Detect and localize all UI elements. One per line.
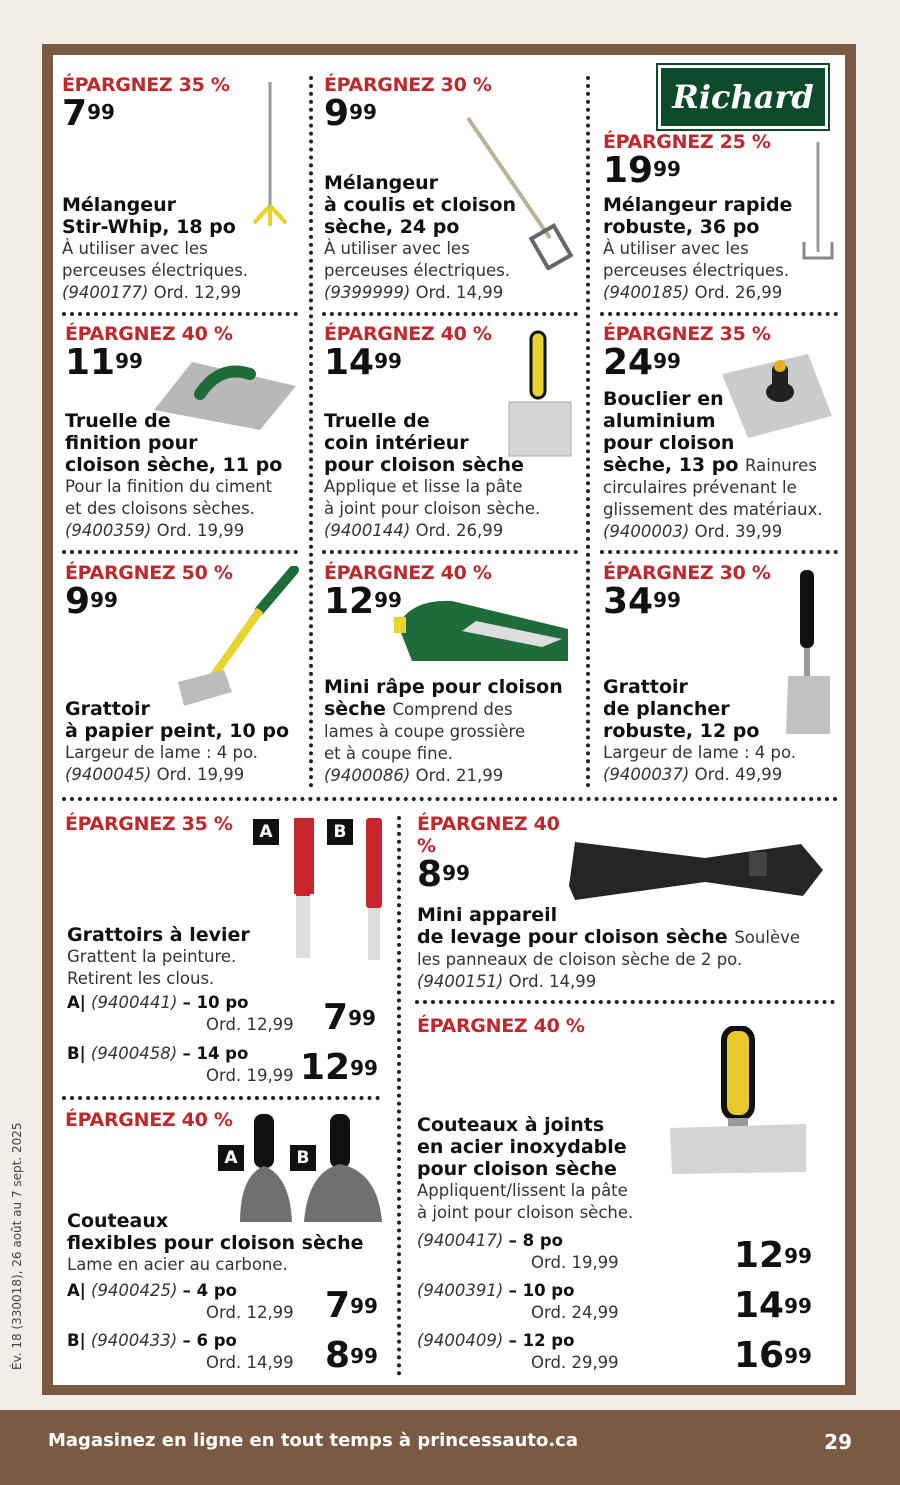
product-description: les panneaux de cloison sèche de 2 po.: [417, 950, 743, 969]
product-description: À utiliser avec les perceuses électriques.: [324, 239, 511, 280]
variant-a-price: $7^{99}$: [325, 1285, 378, 1326]
product-name: Grattoir à papier peint, 10 po: [65, 698, 289, 742]
sale-price: $34^{99}$: [603, 581, 681, 622]
product-sku: (9399999): [324, 283, 411, 302]
regular-price: Ord. 21,99: [415, 766, 504, 785]
product-details: [67, 1210, 387, 1276]
variant-10in: (9400391) – 10 po Ord. 24,99: [417, 1281, 619, 1322]
product-description: Pour la finition du ciment et des cloisons sèches.: [65, 477, 273, 518]
variant-tag-a: A: [253, 819, 279, 845]
product-details: [65, 698, 300, 786]
product-name: Mélangeur Stir-Whip, 18 po: [62, 194, 236, 238]
wallpaper-scraper-image: [176, 566, 300, 708]
divider: [322, 312, 578, 316]
variant-a-price: $7^{99}$: [323, 997, 376, 1038]
regular-price: Ord. 39,99: [694, 522, 783, 541]
variant-8in: (9400417) – 8 po Ord. 19,99: [417, 1231, 619, 1272]
savings-badge: ÉPARGNEZ 30 %: [603, 562, 771, 584]
sale-price: $7^{99}$: [62, 93, 115, 134]
product-details: [324, 172, 584, 304]
richard-logo: Richard: [658, 65, 828, 129]
divider: [62, 1096, 380, 1100]
variant-b: B| (9400433) – 6 po Ord. 14,99: [67, 1331, 294, 1372]
sale-price: $14^{99}$: [324, 342, 402, 383]
regular-price: Ord. 49,99: [694, 765, 783, 784]
sale-price: $9^{99}$: [65, 581, 118, 622]
product-description: À utiliser avec les perceuses électriques.: [62, 239, 249, 280]
product-details: [603, 676, 838, 786]
product-details: [324, 676, 579, 787]
product-name: Mélangeur rapide robuste, 36 po: [603, 194, 793, 238]
product-name: Truelle de coin intérieur pour cloison sèche: [324, 410, 524, 476]
pry-scraper-b-image: [363, 816, 385, 962]
sale-price: $11^{99}$: [65, 342, 143, 383]
product-name: Mini appareil de levage pour cloison sèche Soulève: [417, 904, 801, 948]
divider: [586, 76, 590, 788]
footer-slogan-link[interactable]: Magasinez en ligne en tout temps à princessauto.ca: [48, 1430, 578, 1451]
product-details: [67, 924, 267, 990]
stainless-joint-knife-image: [666, 1026, 810, 1176]
savings-badge: ÉPARGNEZ 50 %: [65, 562, 233, 584]
savings-badge: ÉPARGNEZ 35 %: [603, 323, 771, 345]
regular-price: Ord. 26,99: [415, 521, 504, 540]
divider: [62, 312, 298, 316]
product-stainless-joint-knives[interactable]: [417, 1015, 617, 1037]
mini-rasp-image: [392, 595, 576, 669]
variant-12in-price: $16^{99}$: [734, 1335, 812, 1376]
savings-badge: ÉPARGNEZ 40 %: [65, 1109, 233, 1131]
variant-10in-price: $14^{99}$: [734, 1285, 812, 1326]
variant-a: A| (9400441) – 10 po Ord. 12,99: [67, 993, 294, 1034]
sale-price: $19^{99}$: [603, 150, 681, 191]
variant-b-price: $8^{99}$: [325, 1335, 378, 1376]
product-panel-lifter[interactable]: [417, 813, 567, 893]
product-description: Appliquent/lissent la pâte à joint pour cloison sèche.: [417, 1181, 634, 1222]
sale-price: $12^{99}$: [324, 581, 402, 622]
pry-scraper-a-image: [290, 816, 318, 962]
product-name: Couteaux flexibles pour cloison sèche: [67, 1210, 364, 1254]
regular-price: Ord. 19,99: [156, 765, 245, 784]
variant-b-price: $12^{99}$: [300, 1047, 378, 1088]
product-description: Largeur de lame : 4 po.: [65, 743, 259, 762]
product-description: À utiliser avec les perceuses électriques.: [603, 239, 790, 280]
product-sku: (9400003): [603, 522, 690, 541]
product-sku: (9400185): [603, 283, 690, 302]
regular-price: Ord. 26,99: [694, 283, 783, 302]
savings-badge: ÉPARGNEZ 40 %: [324, 323, 492, 345]
footer-bar: [0, 1410, 900, 1485]
variant-b: B| (9400458) – 14 po Ord. 19,99: [67, 1044, 294, 1085]
product-description: lames à coupe grossière et à coupe fine.: [324, 722, 526, 763]
product-description: Largeur de lame : 4 po.: [603, 743, 797, 762]
divider: [322, 550, 578, 554]
divider: [309, 76, 313, 788]
product-details: [62, 194, 302, 304]
product-sku: (9400045): [65, 765, 152, 784]
product-sku: (9400151): [417, 972, 504, 991]
product-sku: (9400359): [65, 521, 152, 540]
divider: [62, 550, 298, 554]
product-sku: (9400177): [62, 283, 149, 302]
product-name: Bouclier en aluminium pour cloison sèche, 13 po Rainures: [603, 388, 817, 476]
product-description: Lame en acier au carbone.: [67, 1255, 288, 1274]
savings-badge: ÉPARGNEZ 25 %: [603, 131, 771, 153]
product-name: Grattoirs à levier: [67, 924, 250, 946]
savings-badge: ÉPARGNEZ 35 %: [62, 74, 230, 96]
sale-price: $8^{99}$: [417, 854, 470, 895]
product-name: Grattoir de plancher robuste, 12 po: [603, 676, 760, 742]
savings-badge: ÉPARGNEZ 30 %: [324, 74, 492, 96]
edition-note: Év. 18 (330018), 26 août au 7 sept. 2025: [10, 1122, 24, 1370]
product-flexible-knives[interactable]: [65, 1109, 265, 1131]
variant-tag-a: A: [218, 1145, 244, 1171]
product-sku: (9400144): [324, 521, 411, 540]
product-details: [417, 1114, 657, 1224]
product-name: Truelle de finition pour cloison sèche, 11 po: [65, 410, 283, 476]
savings-badge: ÉPARGNEZ 40 %: [417, 1015, 585, 1037]
page-number: 29: [824, 1430, 852, 1454]
product-name: Couteaux à joints en acier inoxydable pour cloison sèche: [417, 1114, 627, 1180]
product-details: [417, 904, 837, 993]
product-description: Applique et lisse la pâte à joint pour cloison sèche.: [324, 477, 541, 518]
variant-8in-price: $12^{99}$: [734, 1235, 812, 1276]
product-sku: (9400086): [324, 766, 411, 785]
divider: [62, 797, 838, 801]
product-details: [603, 194, 838, 304]
product-description: Grattent la peinture. Retirent les clous.: [67, 947, 237, 988]
savings-badge: ÉPARGNEZ 35 %: [65, 813, 233, 835]
product-details: [324, 410, 579, 542]
product-name: Mélangeur à coulis et cloison sèche, 24 po: [324, 172, 517, 238]
divider: [600, 550, 838, 554]
divider: [415, 1000, 835, 1004]
product-sku: (9400037): [603, 765, 690, 784]
product-description: circulaires prévenant le glissement des matériaux.: [603, 478, 823, 519]
divider: [397, 816, 401, 1376]
variant-tag-b: B: [290, 1145, 316, 1171]
sale-price: $9^{99}$: [324, 93, 377, 134]
regular-price: Ord. 14,99: [415, 283, 504, 302]
divider: [600, 312, 838, 316]
product-name: Mini râpe pour cloison sèche Comprend des: [324, 676, 563, 720]
product-details: [65, 410, 300, 542]
variant-tag-b: B: [327, 819, 353, 845]
regular-price: Ord. 19,99: [156, 521, 245, 540]
panel-lifter-image: [565, 836, 827, 908]
savings-badge: ÉPARGNEZ 40 %: [65, 323, 233, 345]
regular-price: Ord. 12,99: [153, 283, 242, 302]
variant-a: A| (9400425) – 4 po Ord. 12,99: [67, 1281, 294, 1322]
sale-price: $24^{99}$: [603, 342, 681, 383]
flexible-knives-image: [238, 1110, 384, 1226]
product-details: [603, 388, 838, 543]
regular-price: Ord. 14,99: [508, 972, 597, 991]
savings-badge: ÉPARGNEZ 40 %: [417, 813, 560, 857]
savings-badge: ÉPARGNEZ 40 %: [324, 562, 492, 584]
variant-12in: (9400409) – 12 po Ord. 29,99: [417, 1331, 619, 1372]
product-pry-scrapers[interactable]: [65, 813, 265, 835]
